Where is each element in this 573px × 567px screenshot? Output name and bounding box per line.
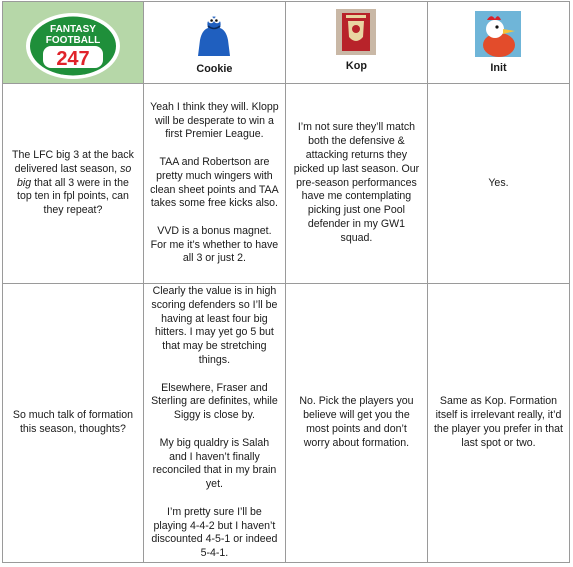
question-1-post: that all 3 were in the top ten in fpl points, can they repeat? [17,176,129,217]
question-2-text: So much talk of formation this season, thoughts? [12,409,134,435]
answer-init-1-text: Yes. [488,176,509,189]
answer-cookie-1-para-1: Yeah I think they will. Klopp will be desperate to win a first Premier League. [150,100,279,141]
header-row [3,2,570,84]
question-1-emphasis: so big [17,162,132,189]
header-init [427,2,569,84]
question-row-2 [3,284,570,563]
column-name-cookie: Cookie [196,63,233,75]
logo-number: 247 [56,47,90,70]
answer-cookie-1-para-3: VVD is a bonus magnet. For me it’s whether to have all 3 or just 2. [150,224,279,265]
answer-kop-2 [285,284,427,563]
question-row-1 [3,84,570,284]
question-cell-2 [3,284,144,563]
logo-line2: FOOTBALL [45,34,101,46]
answer-init-2-text: Same as Kop. Formation itself is irrelevant really, it’d the player you prefer in that last spot or two. [433,395,563,449]
answer-cookie-1-para-2: TAA and Robertson are pretty much wingers with clean sheet points and TAA takes some free kicks also. [150,155,279,210]
answer-kop-1-text: I’m not sure they’ll match both the defensive & attacking returns they picked up last season. Our pre-season performances have me contemplating picking just one Pool defender in my GW1 squad. [293,121,420,244]
cookie-monster-avatar-icon [194,12,234,56]
header-kop [285,2,427,84]
column-name-init: Init [490,62,507,74]
logo-cell [3,2,144,84]
interview-table [2,1,570,563]
logo-line1: FANTASY [49,23,96,35]
logo-emblem-icon [25,12,121,80]
answer-init-2 [427,284,569,563]
answer-cookie-2 [143,284,285,563]
fantasy-football-247-logo [25,12,121,80]
answer-kop-2-text: No. Pick the players you believe will get you the most points and don’t worry about formation. [299,395,414,449]
header-cookie [143,2,285,84]
rooster-cartoon-avatar-icon [475,11,521,57]
answer-cookie-2-para-2: Elsewhere, Fraser and Sterling are definites, while Siggy is close by. [151,381,278,422]
answer-cookie-2-para-4: I’m pretty sure I’ll be playing 4-4-2 but I haven’t discounted 4-5-1 or indeed 5-4-1. [151,505,278,560]
question-1-pre: The LFC big 3 at the back delivered last season, [12,149,134,175]
answer-cookie-2-para-1: Clearly the value is in high scoring defenders so I’ll be having at least four big hitters. I may yet go 5 but that may be stretching things. [151,285,278,367]
column-name-kop: Kop [345,60,367,72]
answer-kop-1 [285,84,427,284]
answer-cookie-2-para-3: My big qualdry is Salah and I haven’t finally reconciled that in my brain yet. [152,436,277,491]
question-cell-1 [3,84,144,284]
answer-init-1 [427,84,569,284]
lfc-crest-avatar-icon [336,9,376,55]
answer-cookie-1 [143,84,285,284]
